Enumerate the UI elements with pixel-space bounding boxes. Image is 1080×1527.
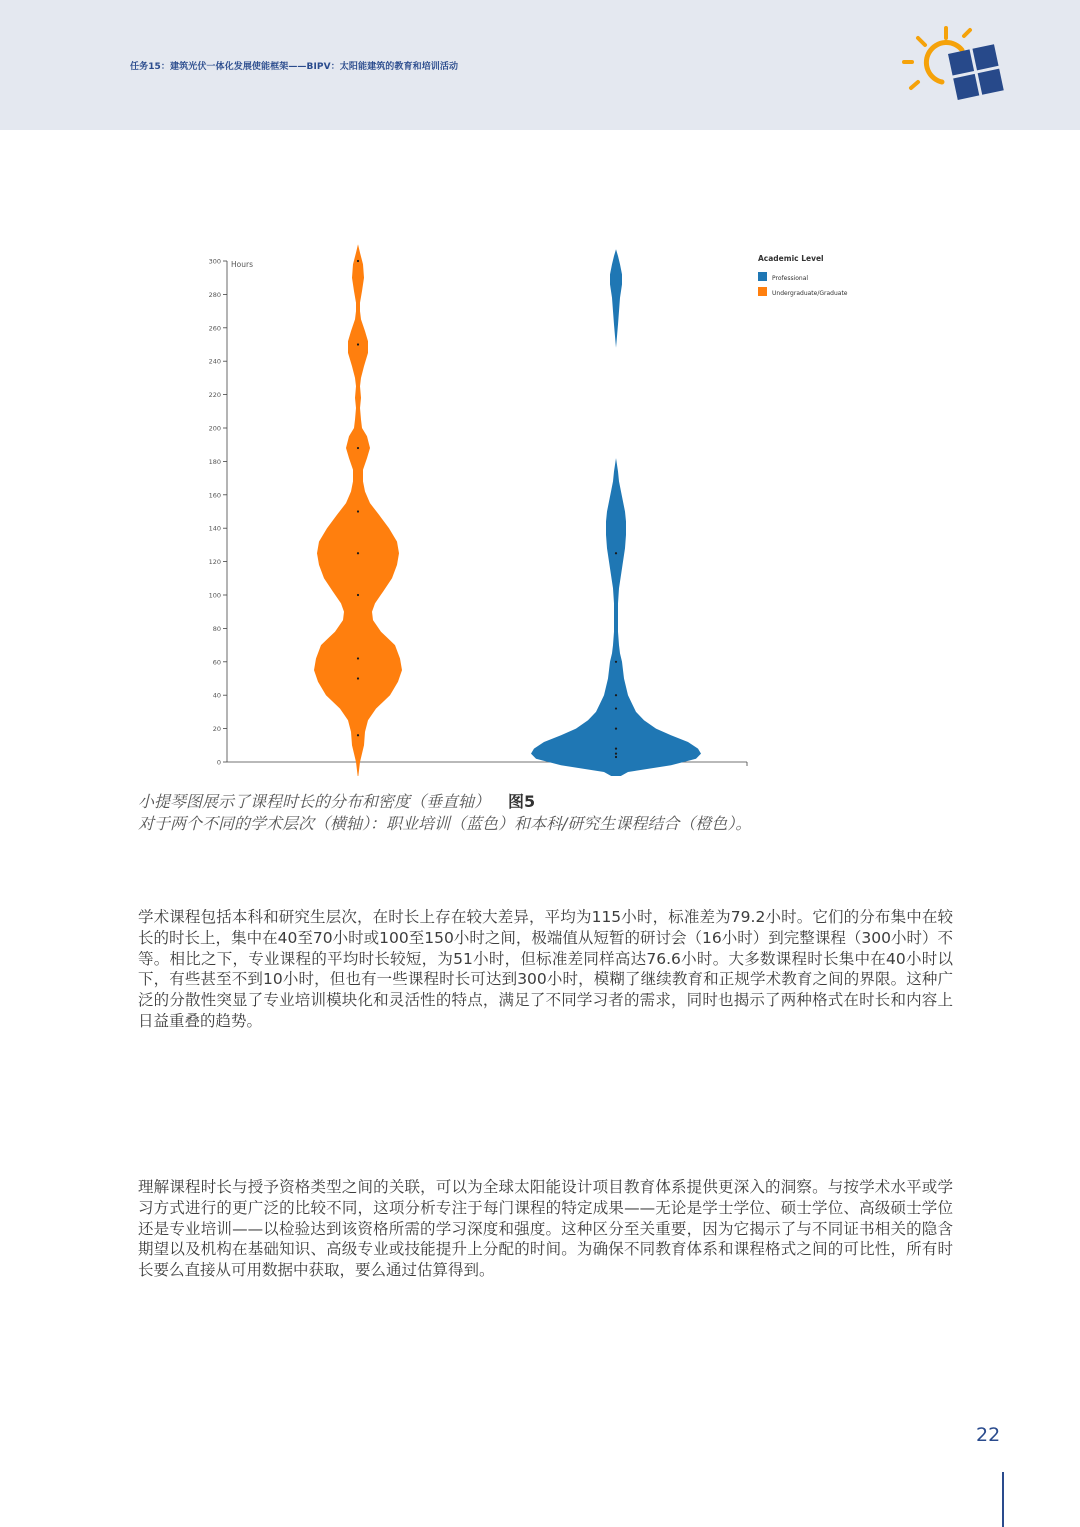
violins [314, 244, 701, 776]
violin-shape [314, 244, 402, 776]
data-point [615, 728, 617, 730]
y-tick-label: 300 [208, 257, 221, 266]
header-title: 任务15：建筑光伏一体化发展使能框架——BIPV：太阳能建筑的教育和培训活动 [130, 62, 459, 72]
y-tick-label: 260 [208, 324, 221, 333]
data-point [357, 677, 359, 679]
y-tick-label: 160 [208, 491, 221, 500]
caption-line-2: 对于两个不同的学术层次（横轴）：职业培训（蓝色）和本科/研究生课程结合（橙色）。 [138, 814, 752, 833]
violin-professional [531, 249, 701, 776]
y-tick-label: 120 [208, 558, 221, 567]
data-point [615, 756, 617, 758]
violin-shape [531, 249, 701, 776]
violin-chart [190, 236, 870, 776]
y-tick-label: 0 [216, 758, 221, 767]
data-point [357, 260, 359, 262]
data-point [357, 657, 359, 659]
data-point [357, 594, 359, 596]
data-point [615, 707, 617, 709]
legend-label-professional: Professional [772, 275, 809, 282]
data-point [615, 748, 617, 750]
caption-line-1 [138, 791, 958, 813]
data-point [357, 734, 359, 736]
legend-title: Academic Level [758, 254, 824, 263]
violin-chart-svg [190, 236, 870, 776]
data-point [615, 552, 617, 554]
data-point [357, 447, 359, 449]
paragraph-qualification-duration: 理解课程时长与授予资格类型之间的关联，可以为全球太阳能设计项目教育体系提供更深入的洞察。与按学术水平或学习方式进行的更广泛的比较不同，这项分析专注于每门课程的特定成果——无论是学士学位、硕士学位、高级硕士学位还是专业培训——以检验达到该资格所需的学习深度和强度。这种区分至关重要，因为它揭示了与不同证书相关的隐含期望以及机构在基础知识、高级专业或技能提升上分配的时间。为确保不同教育体系和课程格式之间的可比性，所有时长要么直接从可用数据中获取，要么通过估算得到。 [138, 1178, 953, 1280]
data-point [615, 753, 617, 755]
violin-undergraduate-graduate [314, 244, 402, 776]
data-point [615, 661, 617, 663]
page-number: 22 [976, 1424, 1001, 1446]
y-tick-label: 60 [212, 658, 221, 667]
data-point [615, 694, 617, 696]
legend [758, 254, 848, 297]
y-tick-label: 100 [208, 591, 221, 600]
y-tick-label: 240 [208, 357, 221, 366]
y-tick-label: 200 [208, 424, 221, 433]
y-tick-label: 20 [212, 725, 221, 734]
y-tick-label: 40 [212, 691, 221, 700]
data-point [357, 510, 359, 512]
caption-text-1: 小提琴图展示了课程时长的分布和密度（垂直轴） [138, 792, 491, 811]
data-point [357, 343, 359, 345]
y-tick-label: 280 [208, 290, 221, 299]
y-axis-label: Hours [231, 260, 253, 269]
paragraph-academic-duration: 学术课程包括本科和研究生层次，在时长上存在较大差异，平均为115小时，标准差为79.2小时。它们的分布集中在较长的时长上，集中在40至70小时或100至150小时之间，极端值从短暂的研讨会（16小时）到完整课程（300小时）不等。相比之下，专业课程的平均时长较短，为51小时，但标准差同样高达76.6小时。大多数课程时长集中在40小时以下，有些甚至不到10小时，但也有一些课程时长可达到300小时，模糊了继续教育和正规学术教育之间的界限。这种广泛的分散性突显了专业培训模块化和灵活性的特点，满足了不同学习者的需求，同时也揭示了两种格式在时长和内容上日益重叠的趋势。 [138, 908, 953, 1030]
page-number-rule [1002, 1472, 1004, 1527]
page-header [0, 0, 1080, 130]
figure-caption [138, 791, 958, 835]
legend-swatch-undergraduate [758, 287, 767, 296]
y-tick-label: 220 [208, 391, 221, 400]
y-axis [209, 258, 227, 767]
legend-label-undergraduate: Undergraduate/Graduate [772, 290, 848, 297]
y-tick-label: 180 [208, 457, 221, 466]
solar-panel-sun-logo-icon [900, 24, 1004, 112]
data-point [357, 552, 359, 554]
y-tick-label: 140 [208, 524, 221, 533]
legend-swatch-professional [758, 272, 767, 281]
figure-label: 图5 [508, 792, 536, 811]
y-tick-label: 80 [212, 624, 221, 633]
